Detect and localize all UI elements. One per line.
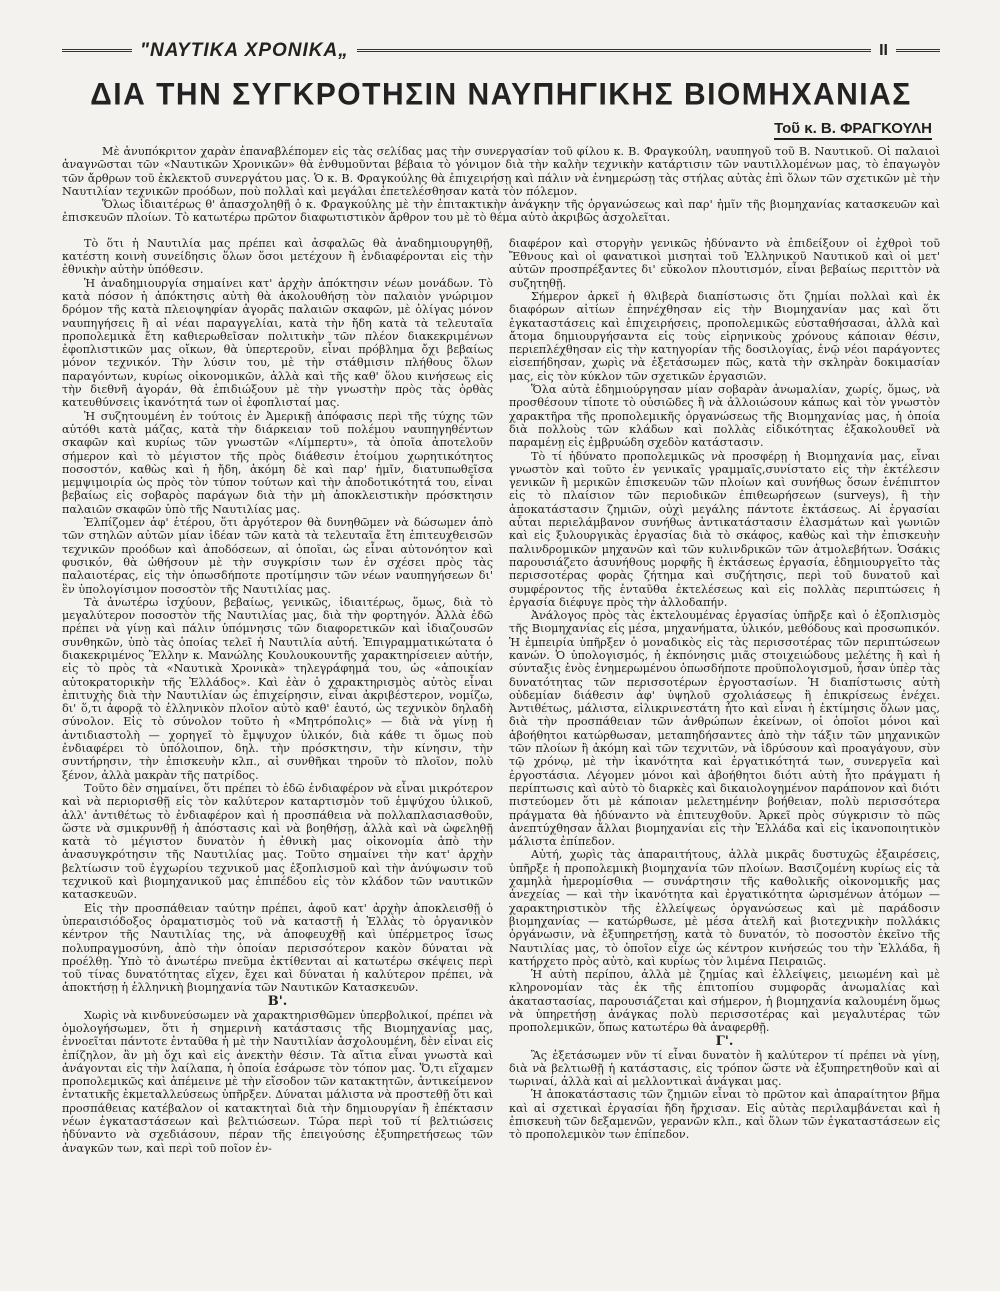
intro-paragraph: Ὅλως ἰδιαιτέρως θ' ἀπασχοληθῇ ὁ κ. Φραγκούλης μὲ τὴν ἐπιτακτικὴν ἀνάγκην τῆς ὀργανώσεως καὶ παρ' ἡμῖν τῆς βιομηχανίας κατασκευῶν καὶ ἐπισκευῶν πλοίων. Τὸ κατωτέρω πρῶτον διαφωτιστικὸν ἄρθρον του μὲ τὸ θέμα αὐτὸ ἀκριβῶς ἀσχολεῖται. bbox=[62, 198, 940, 225]
body-paragraph: Ἡ αὐτὴ περίπου, ἀλλὰ μὲ ζημίας καὶ ἐλλείψεις, μειωμένη καὶ μὲ κληρονομίαν τὰς ἐκ τῆς ἐπιτοπίου συμφορᾶς ἀνωμαλίας καὶ ἀκαταστασίας, παρουσιάζεται καὶ σήμερον, ἡ βιομηχανία καλουμένη ὅμως νὰ ὑπηρετήσῃ ἀνάγκας πολὺ περισσοτέρας καὶ μεγαλυτέρας τῶν προπολεμικῶν, ὅπως κατωτέρω θὰ ἀναφερθῇ. bbox=[509, 968, 940, 1035]
body-paragraph: Αὐτή, χωρὶς τὰς ἀπαραιτήτους, ἀλλὰ μικρᾶς δυστυχῶς ἐξαιρέσεις, ὑπῆρξε ἡ προπολεμικὴ βιομηχανία τῶν πλοίων. Βασιζομένη κυρίως εἰς τὰ χαμηλὰ ἡμερομίσθια — συνάρτησιν τῆς καθολικῆς οἰκονομικῆς μας ἀνεχείας — καὶ τὴν ἱκανότητα καὶ ἐργατικότητα ὡρισμένων ἀτόμων — χαρακτηριστικὸν τῆς ἐλλείψεως ὀργανώσεως καὶ μὲ παράδοσιν βιομηχανίας — κατώρθωσε, μὲ μέσα ἀτελῆ καὶ βιοτεχνικὴν πολλάκις ὀργάνωσιν, νὰ ἐξυπηρετήσῃ, κατὰ τὸ δυνατόν, τὸ ποσοστὸν ἐκεῖνο τῆς Ναυτιλίας μας, τὸ ὁποῖον εἶχε ὡς κέντρον κινήσεώς του τὴν Ἑλλάδα, ἢ κατήρχετο πρὸς αὐτὸ, καὶ κυρίως τὸν λιμένα Πειραιῶς. bbox=[509, 848, 940, 968]
body-paragraph: διαφέρον καὶ στοργὴν γενικῶς ἠδύναντο νὰ ἐπιδείξουν οἱ ἐχθροὶ τοῦ Ἔθνους καὶ οἱ φανατικοὶ μισηταὶ τοῦ Ἑλληνικοῦ Ναυτικοῦ καὶ οἱ μετ' αὐτῶν προσπρέξαντες δι' εὔκολον πλουτισμόν, εἶναι βεβαίως περιττὸν νὰ συζητηθῇ. bbox=[509, 236, 940, 290]
body-paragraph: Ἐλπίζομεν ἀφ' ἑτέρου, ὅτι ἀργότερον θὰ δυνηθῶμεν νὰ δώσωμεν ἀπὸ τῶν στηλῶν αὐτῶν μίαν ἰδέαν τῶν κατὰ τὰ τελευταῖα ἔτη ἐπιτευχθεισῶν τεχνικῶν προόδων καὶ ἀποδόσεων, αἱ ὁποῖαι, ὡς εἶναι αὐτονόητον καὶ φυσικόν, θὰ ὠθήσουν μὲ τὴν συγκρίσιν των ἐν σχέσει πρὸς τὰς παλαιοτέρας, εἰς τὴν ὁπωσδήποτε προτίμησιν τῶν νέων ναυπηγήσεων δι' ἓν ὑπολογίσιμον ποσοστὸν τῆς Ναυτιλίας μας. bbox=[62, 516, 493, 596]
magazine-title: "ΝΑΥΤΙΚΑ ΧΡΟΝΙΚΑ„ bbox=[140, 40, 349, 61]
intro-paragraph: Μὲ ἀνυπόκριτον χαρὰν ἐπαναβλέπομεν εἰς τὰς σελίδας μας τὴν συνεργασίαν τοῦ φίλου κ. Β. Φραγκούλη, ναυπηγοῦ τοῦ Β. Ναυτικοῦ. Οἱ παλαιοὶ ἀναγνῶσται τῶν «Ναυτικῶν Χρονικῶν» θὰ ἐνθυμοῦνται βέβαια τὸ γόνιμον διὰ τὴν καλὴν τεχνικὴν κατάρτισιν τῶν ναυτιλλομένων μας, τὸ ἐπαγωγὸν τῶν ἄρθρων τοῦ ἐκλεκτοῦ συνεργάτου μας. Ὁ κ. Β. Φραγκούλης θὰ ἐπιχειρήσῃ καὶ πάλιν νὰ ἐνημερώσῃ τὰς στήλας αὐτὰς ἐπὶ ὅλων τῶν σχετικῶν μὲ τὴν Ναυτιλίαν τεχνικῶν προόδων, ποὺ πολλαὶ καὶ μεγάλαι ἐπετελέσθησαν κατὰ τὸν πόλεμον. bbox=[62, 145, 940, 198]
article-headline: ΔΙΑ ΤΗΝ ΣΥΓΚΡΟΤΗΣΙΝ ΝΑΥΠΗΓΙΚΗΣ ΒΙΟΜΗΧΑΝΙΑΣ bbox=[90, 77, 912, 112]
editorial-intro bbox=[62, 145, 940, 225]
body-paragraph: Εἰς τὴν προσπάθειαν ταύτην πρέπει, ἀφοῦ κατ' ἀρχὴν ἀποκλεισθῇ ὁ ὑπεραισιόδοξος ὁραματισμὸς τοῦ νὰ καταστῇ ἡ Ἑλλὰς τὸ ὀργανικὸν κέντρον τῆς Ναυτιλίας της, νὰ ἀποφευχθῇ καὶ ὑπέρμετρος ἴσως πολυπραγμοσύνη, ἀπὸ τὴν ὁποίαν περισσότερον κακὸν δύναται νὰ προέλθῃ. Ὑπὸ τὸ ἀνωτέρω πνεῦμα ἐκτίθενται αἱ κατωτέρω σκέψεις περὶ τοῦ τίνας δυνατότητας εἴχεν, ἔχει καὶ δύναται ἡ καλύτερον πρέπει, νὰ ἀποκτήσῃ ἡ ἑλληνικὴ βιομηχανία τῶν Ναυτικῶν Κατασκευῶν. bbox=[62, 901, 493, 995]
article-byline bbox=[62, 120, 932, 137]
body-paragraph: Ἀνάλογος πρὸς τὰς ἐκτελουμένας ἐργασίας ὑπῆρξε καὶ ὁ ἐξοπλισμὸς τῆς Βιομηχανίας εἰς μέσα, μηχανήματα, ὑλικόν, μεθόδους καὶ προσωπικόν. Ἡ ἐμπειρία ὑπῆρξεν ὁ μοναδικὸς εἰς τὰς περισσοτέρας τῶν περιπτώσεων κανών. Ὁ ὑπολογισμός, ἡ ἐκπόνησις μιᾶς στοιχειώδους μελέτης ἢ καὶ ἡ σύνταξις ἑνὸς ἐνημερωμένου ὁπωσδήποτε προϋπολογισμοῦ, ἦσαν ὑπὲρ τὰς δυνατότητας τῶν περισσοτέρων ἐργοστασίων. Ἡ διαπίστωσις αὐτὴ οὐδεμίαν διάθεσιν ἀφ' ὑψηλοῦ σχολιάσεως ἢ ἐπικρίσεως ἐνέχει. Ἀντιθέτως, μάλιστα, εἰλικρινεστάτη ἦτο καὶ εἶναι ἡ ἐκτίμησις ὅλων μας, διὰ τὴν προσπάθειαν τῶν ἀνθρώπων ἐκείνων, οἱ ὁποῖοι μόνοι καὶ ἀβοήθητοι κατώρθωσαν, μεταπηδήσαντες ἀπὸ τὴν τάξιν τῶν μηχανικῶν τῶν πλοίων ἢ ἀκόμη καὶ τῶν τεχνιτῶν, νὰ ἱδρύσουν καὶ προαγάγουν, σὺν τῷ χρόνῳ, μὲ τὴν ἱκανότητα καὶ ἐργατικότητά των, συνεργεῖα καὶ ἐργοστάσια. Λέγομεν μόνοι καὶ ἀβοήθητοι διότι αὐτὴ ἦτο πράγματι ἡ περίπτωσις καὶ αὐτὸ τὸ διαρκὲς καὶ δικαιολογημένον παράπονον καὶ διότι πιστεύομεν ὅτι μὲ κάποιαν μελετημένην βοήθειαν, πολὺ περισσότερα πράγματα θὰ ἠδύναντο νὰ ἐπιτευχθοῦν. Ἀρκεῖ πρὸς σύγκρισιν τὸ πῶς ἀνεπτύχθησαν ἄλλαι βιομηχανίαι εἰς τὴν Ἑλλάδα καὶ εἰς ἱκανοποιητικὸν μάλιστα ἐπίπεδον. bbox=[509, 609, 940, 849]
body-paragraph: Τὰ ἀνωτέρω ἰσχύουν, βεβαίως, γενικῶς, ἰδιαιτέρως, ὅμως, διὰ τὸ μεγαλύτερον ποσοστὸν τῆς Ναυτιλίας μας, διὰ τὴν φορτηγόν. Ἀλλὰ ἐδῶ πρέπει νὰ γίνῃ καὶ πάλιν ὑπόμνησις τῶν διαφορετικῶν καὶ ἰδιαζουσῶν συνθηκῶν, ὑπὸ τὰς ὁποίας τελεῖ ἡ Ναυτιλία αὐτή. Ἐπιγραμματικώτατα ὁ διακεκριμένος Ἕλλην κ. Μανώλης Κουλουκουντῆς χαρακτηρίσειεν αὐτήν, εἰς τὸ πρὸς τὰ «Ναυτικὰ Χρονικὰ» τηλεγράφημά του, ὡς «ἀποικίαν αὐτοκρατορικὴν τῆς Ἑλλάδος». Καὶ ἐὰν ὁ χαρακτηρισμὸς αὐτὸς εἶναι ἐπιτυχὴς διὰ τὴν Ναυτιλίαν ὡς ἐπιχείρησιν, εἶναι ἀκριβέστερον, νομίζω, δι' ὅ,τι ἀφορᾷ τὸ ἑλληνικὸν πλοῖον αὐτὸ καθ' ἑαυτό, ὡς τεχνικὸν δηλαδὴ σύνολον. Εἰς τὸ σύνολον τοῦτο ἡ «Μητρόπολις» — διὰ νὰ γίνῃ ἡ ἀντιδιαστολὴ — χορηγεῖ τὸ ἔμψυχον ὑλικόν, διὰ κάθε τι ὅμως ποὺ ἐνδιαφέρει τὸ ὑπόλοιπον, δηλ. τὴν πρόσκτησιν, τὴν κίνησιν, τὴν συντήρησιν, τὴν ἐπισκευὴν κλπ., αἱ συνθῆκαι τηροῦν τὸ πλοῖον, πολὺ ξένον, ἀλλὰ μακρὰν τῆς πατρίδος. bbox=[62, 595, 493, 782]
left-column bbox=[62, 237, 493, 1155]
body-paragraph: Ἡ συζητουμένη ἐν τούτοις ἐν Ἀμερικῇ ἀπόφασις περὶ τῆς τύχης τῶν αὐτόθι κατὰ μάζας, κατὰ τὴν διάρκειαν τοῦ πολέμου ναυπηγηθέντων σκαφῶν καὶ κυρίως τῶν γνωστῶν «Λίμπερτυ», τὰ ὁποῖα ἀποτελοῦν σήμερον καὶ τὸ μέγιστον τῆς πρὸς διάθεσιν ἑτοίμου χωρητικότητος ποσοστόν, καθὼς καὶ ἡ ἤδη, ἀκόμη δὲ καὶ παρ' ἡμῖν, διατυπωθεῖσα μεμψιμοιρία ὡς πρὸς τὸν τύπον τούτων καὶ τὴν ἀποδοτικότητά του, εἶναι βεβαίως εἰς σοβαρὸς παράγων διὰ τὴν μὴ ἀποκλειστικὴν πρόσκτησιν παλαιῶν σκαφῶν ὑπὸ τῆς Ναυτιλίας μας. bbox=[62, 409, 493, 516]
body-paragraph: Ὅλα αὐτὰ ἐδημιούργησαν μίαν σοβαρὰν ἀνωμαλίαν, χωρίς, ὅμως, νὰ προσθέσουν τίποτε τὸ οὐσιῶδες ἢ νὰ ἀλλοιώσουν κάπως καὶ τὸν γνωστὸν χαρακτῆρα τῆς προπολεμικῆς ὀργανώσεως τῆς Βιομηχανίας μας, ἡ ὁποία διὰ πολλοὺς τῶν κλάδων καὶ πολλὰς εἰδικότητας ἐξακολουθεῖ νὰ παραμένῃ εἰς ἐμβρυώδη σχεδὸν κατάστασιν. bbox=[509, 383, 940, 450]
right-column bbox=[509, 237, 940, 1155]
article-body bbox=[62, 237, 940, 1155]
header-rule-middle bbox=[357, 49, 871, 54]
body-paragraph: Τὸ ὅτι ἡ Ναυτιλία μας πρέπει καὶ ἀσφαλῶς θὰ ἀναδημιουργηθῇ, κατέστη κοινὴ συνείδησις ὅλων ὅσοι μετέχουν ἢ ἐνδιαφέρονται εἰς τὴν ἐθνικὴν αὐτὴν ὑπόθεσιν. bbox=[62, 236, 493, 277]
body-paragraph: Σήμερον ἀρκεῖ ἡ θλιβερὰ διαπίστωσις ὅτι ζημίαι πολλαὶ καὶ ἐκ διαφόρων αἰτίων ἐπηνέχθησαν εἰς τὴν Βιομηχανίαν μας καὶ ὅτι ἐγκαταστάσεις καὶ ἐπιχειρήσεις, προπολεμικῶς εὐσταθήσασαι, ἀλλὰ καὶ ἄτομα δημιουργήσαντα εἰς τοὺς εἰρηνικοὺς χρόνους κάποιαν θέσιν, περιεπλέχθησαν εἰς τὴν κατηγορίαν τῆς δοσιλογίας, ἐνῷ νέοι παράγοντες εἰσεπήδησαν, χωρὶς νὰ ἐξετάσωμεν πῶς, κατὰ τὴν σκληρὰν δοκιμασίαν μας, εἰς τὸν κύκλον τῶν σχετικῶν ἐργασιῶν. bbox=[509, 289, 940, 383]
body-paragraph: Τοῦτο δὲν σημαίνει, ὅτι πρέπει τὸ ἐδῶ ἐνδιαφέρον νὰ εἶναι μικρότερον καὶ νὰ περιορισθῇ εἰς τὸν καλύτερον καταρτισμὸν τοῦ ἐμψύχου ὑλικοῦ, ἀλλ' ἀντιθέτως τὸ ἐνδιαφέρον καὶ ἡ προσπάθεια νὰ πολλαπλασιασθοῦν, ὥστε νὰ σμικρυνθῇ ἡ ἀπόστασις καὶ νὰ βοηθήσῃ, ἀλλὰ καὶ νὰ ὠφεληθῇ κατὰ τὸ μέγιστον δυνατὸν ἡ ἐθνικὴ μας οἰκονομία ἀπὸ τὴν ἀνασυγκρότησιν τῆς Ναυτιλίας μας. Τοῦτο σημαίνει τὴν κατ' ἀρχὴν βελτίωσιν τοῦ ἐγχωρίου τεχνικοῦ μας ἐξοπλισμοῦ καὶ τὴν ἀνύψωσιν τοῦ τεχνικοῦ καὶ βιομηχανικοῦ μας ἐπιπέδου εἰς τὸν κλάδον τῶν ναυτικῶν κατασκευῶν. bbox=[62, 781, 493, 902]
body-paragraph: Ἡ ἀναδημιουργία σημαίνει κατ' ἀρχὴν ἀπόκτησιν νέων μονάδων. Τὸ κατὰ πόσον ἡ ἀπόκτησις αὐτὴ θὰ ἀκολουθήσῃ τὸν παλαιὸν γνώριμον δρόμον τῆς κατὰ πλειοψηφίαν ἀγορᾶς παλαιῶν σκαφῶν, μὲ ὀλίγας μόνον ναυπηγήσεις ἢ αἱ νέαι παραγγελίαι, κατὰ τὴν ἤδη κατὰ τὰ τελευταῖα προπολεμικὰ ἔτη καθιερωθεῖσαν πολιτικὴν τῶν πλέον διακεκριμένων ἐφοπλιστικῶν μας οἴκων, θὰ ὑπερτεροῦν, εἶναι πρόβλημα ὄχι βεβαίως μόνον τεχνικόν. Τὴν λύσιν του, μὲ τὴν στάθμισιν πλήθους ὅλων παραγόντων, κυρίως οἰκονομικῶν, ἀλλὰ καὶ τῆς καθ' ὅλου κινήσεως εἰς τὴν διεθνῆ ἀγοράν, θὰ ἐπιδιώξουν μὲ τὴν γνωστὴν πρὸς τὰς ὀρθὰς κατευθύνσεις ἱκανότητά των οἱ ἐφοπλισταί μας. bbox=[62, 276, 493, 410]
section-heading: Γ'. bbox=[715, 1033, 734, 1049]
page-number: ΙΙ bbox=[879, 42, 888, 59]
body-paragraph: Ἡ ἀποκατάστασις τῶν ζημιῶν εἶναι τὸ πρῶτον καὶ ἀπαραίτητον βῆμα καὶ αἱ σχετικαὶ ἐργασίαι ἤδη ἤρχισαν. Εἰς αὐτὰς περιλαμβάνεται καὶ ἡ ἐπισκευὴ τῶν δεξαμενῶν, γερανῶν κλπ., καὶ ὅλων τῶν ἐγκαταστάσεων εἰς τὸ προπολεμικὸν των ἐπίπεδον. bbox=[509, 1088, 940, 1142]
byline-text: Τοῦ κ. Β. ΦΡΑΓΚΟΥΛΗ bbox=[774, 120, 932, 140]
body-paragraph: Τὸ τί ἠδύνατο προπολεμικῶς νὰ προσφέρῃ ἡ Βιομηχανία μας, εἶναι γνωστὸν καὶ τοῦτο ἐν γενικαῖς γραμμαῖς,συνίστατο εἰς τὴν ἐκτέλεσιν γενικῶν ἢ μερικῶν ἐπισκευῶν τῶν πλοίων καὶ συνήθως ὅσων ἐνέπιπτον εἰς τὸ πλαίσιον τῶν περιοδικῶν ἐπιθεωρήσεων (surveys), ἢ τὴν ἀποκατάστασιν ζημιῶν, οὐχὶ μεγάλης πάντοτε ἐκτάσεως. Αἱ ἐργασίαι αὗται περιελάμβανον συνήθως ἀντικατάστασιν ἐλασμάτων καὶ γωνιῶν καὶ εἰς ξυλουργικὰς ἐργασίας διὰ τὸ σκάφος, καθὼς καὶ τὴν ἐπισκευὴν παλινδρομικῶν μηχανῶν καὶ τῶν κυλινδρικῶν τῶν ἀτμολεβήτων. Ὁσάκις παρουσιάζετο ἀσυνήθους μορφῆς ἢ ἐκτάσεως ἐργασία, ἐδημιουργεῖτο τὰς περισσοτέρας φορὰς ζήτημα καὶ συζήτησις, περὶ τοῦ δυνατοῦ καὶ συμφέροντος τῆς ἐνταῦθα ἐκτελέσεως καὶ εἰς πολλὰς περιπτώσεις ἡ ἐργασία διέφυγε πρὸς τὴν ἀλλοδαπήν. bbox=[509, 449, 940, 609]
running-header bbox=[62, 38, 940, 64]
header-rule-left bbox=[62, 49, 132, 54]
header-rule-right bbox=[896, 49, 940, 54]
body-paragraph: Χωρὶς νὰ κινδυνεύσωμεν νὰ χαρακτηρισθῶμεν ὑπερβολικοί, πρέπει νὰ ὁμολογήσωμεν, ὅτι ἡ σημερινὴ κατάστασις τῆς Βιομηχανίας μας, ἐννοεῖται πάντοτε ἐνταῦθα ἡ μὲ τὴν Ναυτιλίαν ἀσχολουμένη, δὲν εἶναι εἰς ἐπίζηλον, ἂν μὴ ὄχι καὶ εἰς ἀνεκτὴν θέσιν. Τὰ αἴτια εἶναι γνωστὰ καὶ ἀνάγονται εἰς τὴν λαίλαπα, ἡ ὁποία ἐσάρωσε τὸν τόπον μας. Ὅ,τι εἴχαμεν προπολεμικῶς καὶ ἀπέμεινε μὲ τὴν εἴσοδον τῶν κατακτητῶν, ἀντικείμενον ἐντατικῆς ἐκμεταλλεύσεως ὑπῆρξεν. Δύναται μάλιστα νὰ προστεθῇ ὅτι καὶ προσπάθειας κατέβαλον οἱ κατακτηταὶ διὰ τὴν δημιουργίαν ἢ ἐπέκτασιν νέων ἐγκαταστάσεων καὶ βελτιώσεων. Τώρα περὶ τοῦ τί βελτιώσεις ἠδύναντο νὰ σχεδιάσουν, πέραν τῆς ἐπειγούσης ἐξυπηρετήσεως τῶν ἀναγκῶν των, καὶ περὶ τοῦ ποῖον ἐν- bbox=[62, 1008, 493, 1155]
section-heading: Β'. bbox=[267, 993, 288, 1009]
body-paragraph: Ἂς ἐξετάσωμεν νῦν τί εἶναι δυνατὸν ἢ καλύτερον τί πρέπει νὰ γίνῃ, διὰ νὰ βελτιωθῇ ἡ κατάστασις, εἰς τρόπον ὥστε νὰ ἐξυπηρετηθοῦν καὶ αἱ τωριναί, ἀλλὰ καὶ αἱ μελλοντικαὶ ἀνάγκαι μας. bbox=[509, 1048, 940, 1089]
